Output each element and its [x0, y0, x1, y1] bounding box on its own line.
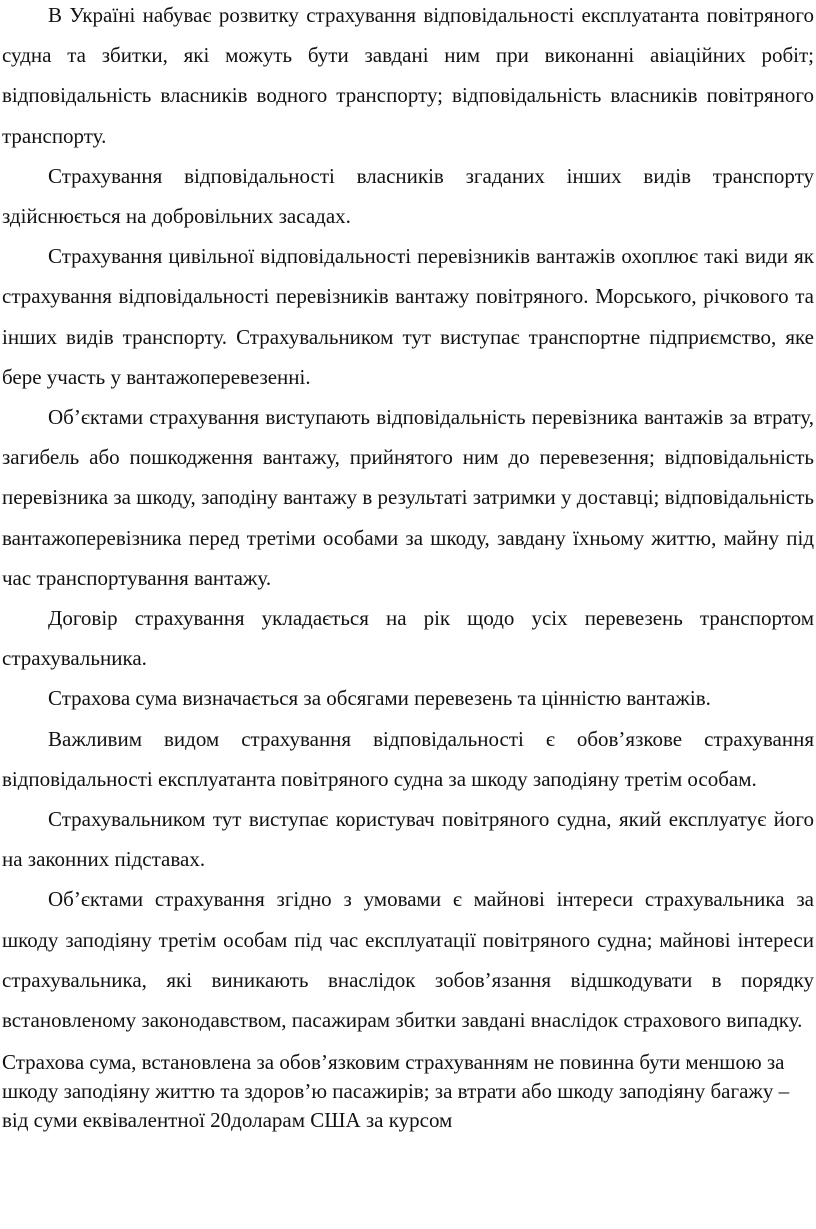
- paragraph-8: Страхувальником тут виступає користувач повітряного судна, який експлуатує його на законних підставах.: [2, 807, 814, 872]
- paragraph-9: Об’єктами страхування згідно з умовами є майнові інтереси страхувальника за шкоду заподіяну третім особам під час експлуатації повітряного судна; майнові інтереси страхувальника, які виникають внаслідок зобов’язання відшкодувати в порядку встановленому законодавством, пасажирам збитки завдані внаслідок страхового випадку.: [2, 887, 814, 1033]
- paragraph-7: Важливим видом страхування відповідальності є обов’язкове страхування відповідальності експлуатанта повітряного судна за шкоду заподіяну третім особам.: [2, 726, 814, 791]
- paragraph-1: В Україні набуває розвитку страхування відповідальності експлуатанта повітряного судна та збитки, які можуть бути завдані ним при виконанні авіаційних робіт; відповідальність власників водного транспорту; відповідальність власників повітряного транспорту.: [2, 3, 814, 148]
- paragraph-2: Страхування відповідальності власників згаданих інших видів транспорту здійснюється на добровільних засадах.: [2, 163, 814, 229]
- paragraph-10: Страхова сума, встановлена за обов’язковим страхуванням не повинна бути меншою за шкоду заподіяну життю та здоров’ю пасажирів; за втрати або шкоду заподіяну багажу – від суми еквівалентної 20доларам США за курсом: [2, 1050, 790, 1133]
- paragraph-5: Договір страхування укладається на рік щодо усіх перевезень транспортом страхувальника.: [2, 606, 814, 671]
- paragraph-3: Страхування цивільної відповідальності перевізників вантажів охоплює такі види як страхування відповідальності перевізників вантажу повітряного. Морського, річкового та інших видів транспорту. Страхувальником тут виступає транспортне підприємство, яке бере участь у вантажоперевезенні.: [2, 244, 814, 389]
- paragraph-4: Об’єктами страхування виступають відповідальність перевізника вантажів за втрату, загибель або пошкодження вантажу, прийнятого ним до перевезення; відповідальність перевізника за шкоду, заподіну вантажу в результаті затримки у доставці; відповідальність вантажоперевізника перед третіми особами за шкоду, завдану їхньому життю, майну під час транспортування вантажу.: [2, 405, 814, 590]
- paragraph-6: Страхова сума визначається за обсягами перевезень та цінністю вантажів.: [48, 686, 711, 711]
